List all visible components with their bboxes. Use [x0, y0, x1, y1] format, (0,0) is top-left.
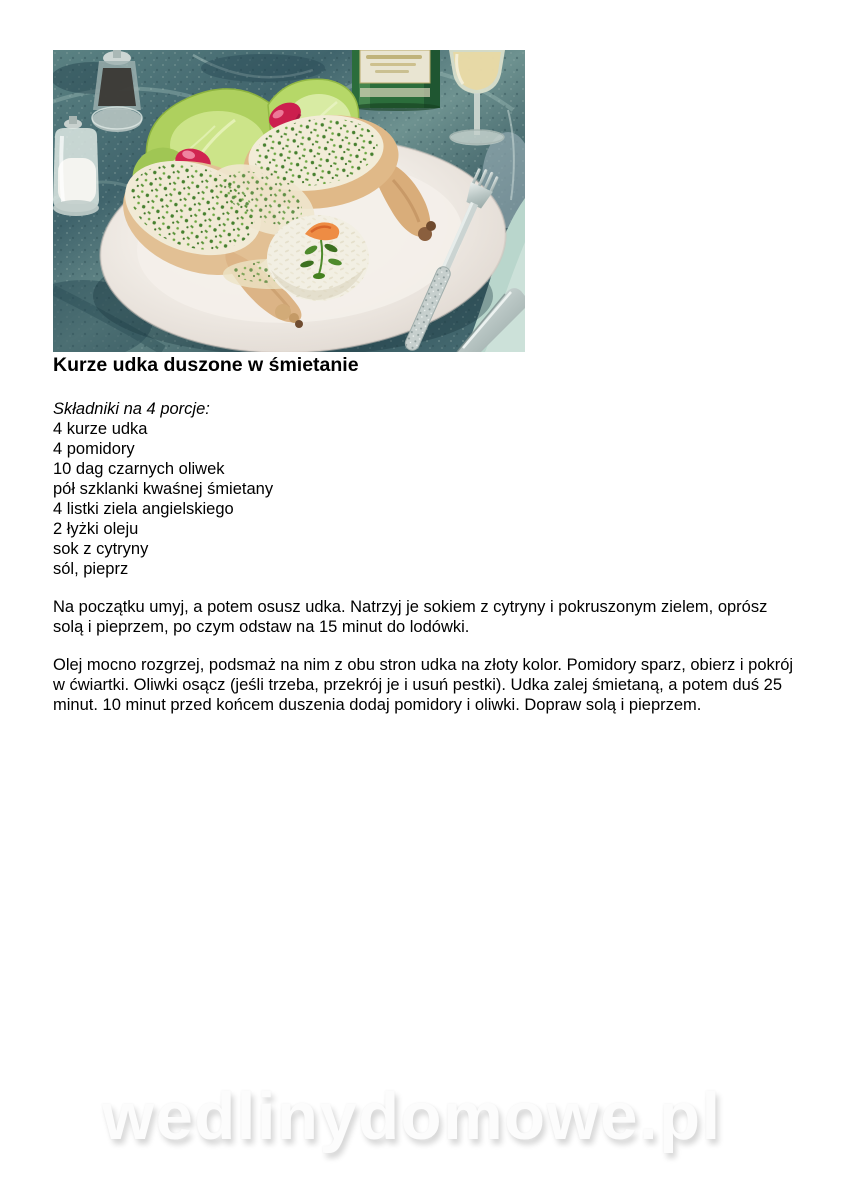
ingredient-item: sok z cytryny	[53, 540, 149, 558]
dish-photo	[53, 50, 525, 352]
instructions-paragraph-1: Na początku umyj, a potem osusz udka. Natrzyj je sokiem z cytryny i pokruszonym zielem, oprósz solą i pieprzem, po czym odstaw na 15 minut do lodówki.	[53, 598, 768, 636]
pepper-mill	[92, 50, 142, 132]
ingredient-item: sól, pieprz	[53, 560, 129, 578]
dish-photo-art	[53, 50, 525, 352]
ingredient-item: 2 łyżki oleju	[53, 520, 139, 538]
wine-bottle	[352, 50, 440, 111]
salt-shaker	[53, 116, 99, 216]
recipe-content	[53, 354, 801, 715]
ingredient-item: pół szklanki kwaśnej śmietany	[53, 480, 274, 498]
watermark: wedlinydomowe.pl	[102, 1079, 722, 1154]
rice-mound	[267, 215, 369, 301]
ingredient-item: 4 listki ziela angielskiego	[53, 500, 234, 518]
ingredients-list	[53, 419, 801, 579]
recipe-title: Kurze udka duszone w śmietanie	[53, 354, 359, 376]
instructions-paragraph-2: Olej mocno rozgrzej, podsmaż na nim z obu stron udka na złoty kolor. Pomidory sparz, obierz i pokrój w ćwiartki. Oliwki osącz (jeśli trzeba, przekrój je i usuń pestki). Udka zalej śmietaną, a potem duś 25 minut. 10 minut przed końcem duszenia dodaj pomidory i oliwki. Dopraw solą i pieprzem.	[53, 656, 794, 714]
ingredient-item: 4 pomidory	[53, 440, 135, 458]
ingredients-header: Składniki na 4 porcje:	[53, 400, 210, 418]
ingredient-item: 4 kurze udka	[53, 420, 148, 438]
ingredient-item: 10 dag czarnych oliwek	[53, 460, 225, 478]
